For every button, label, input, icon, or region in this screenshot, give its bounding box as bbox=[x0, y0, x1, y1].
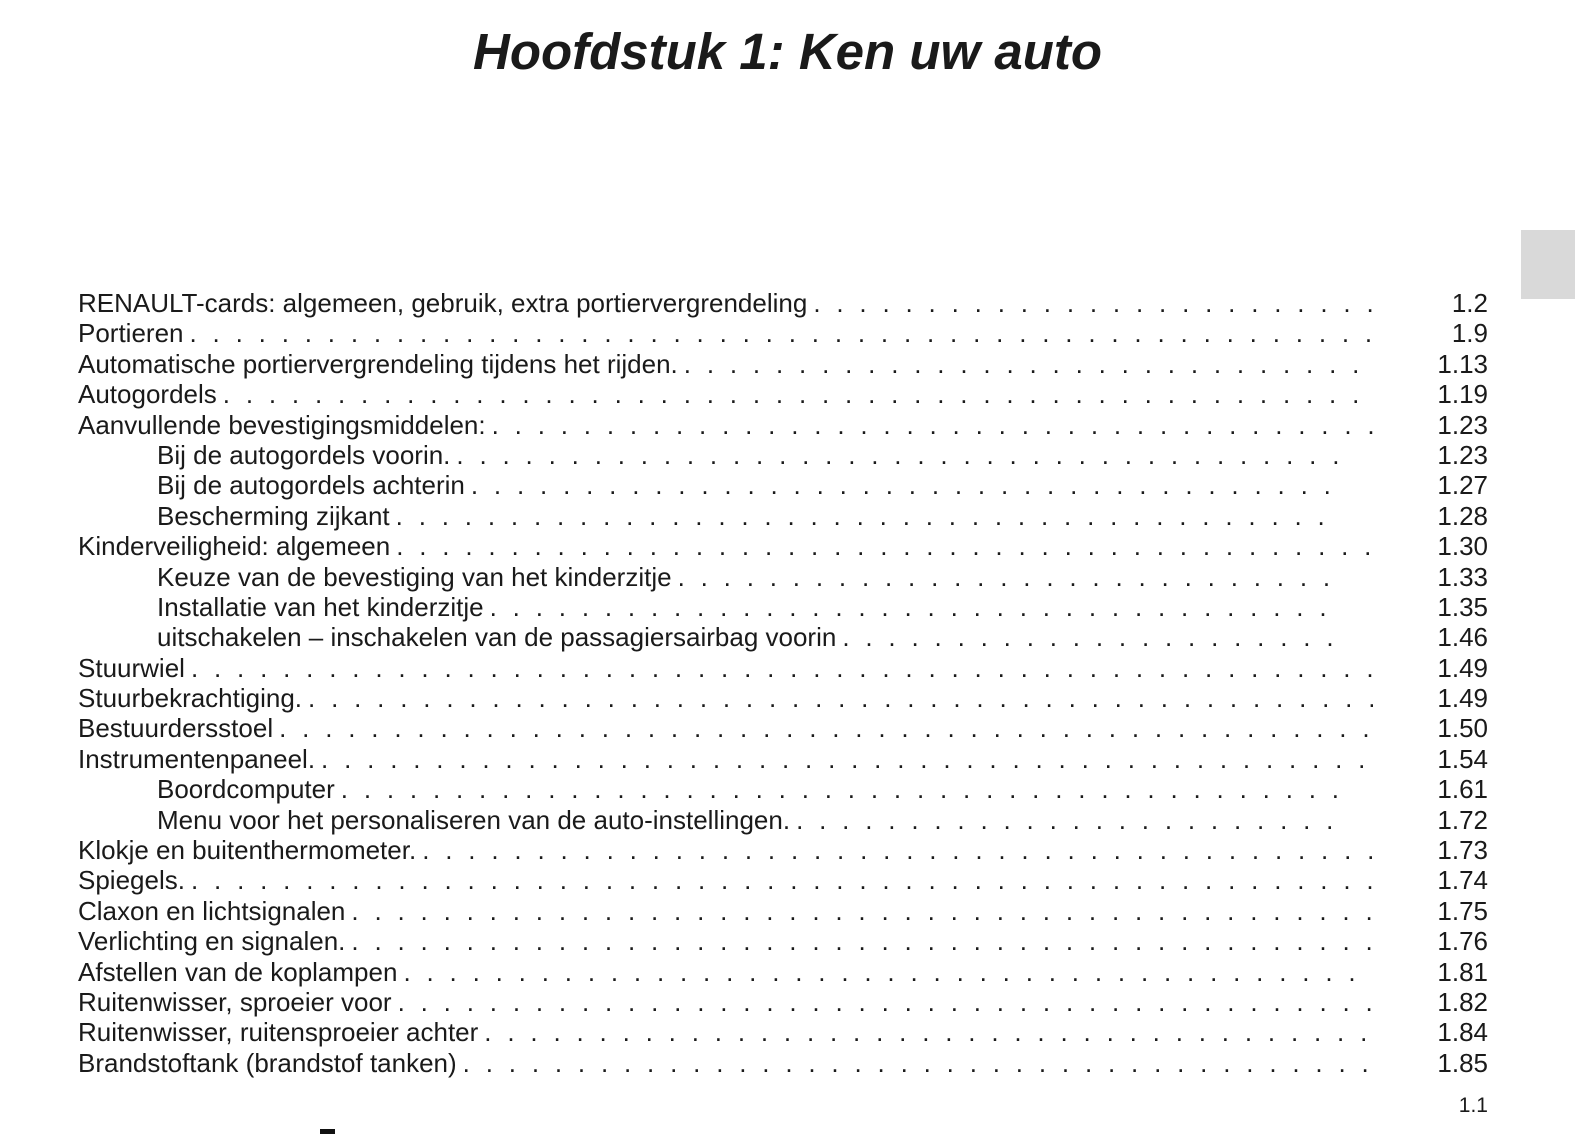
toc-entry-label: Installatie van het kinderzitje bbox=[157, 591, 484, 622]
toc-entry-label: Stuurwiel bbox=[78, 652, 185, 683]
toc-entry-label: Automatische portiervergrendeling tijdens het rijden. bbox=[78, 348, 678, 379]
dot-leader bbox=[279, 713, 1373, 743]
toc-entry-label: RENAULT-cards: algemeen, gebruik, extra portiervergrendeling bbox=[78, 288, 808, 318]
dot-leader bbox=[484, 1017, 1373, 1047]
dot-leader bbox=[678, 562, 1343, 592]
toc-entry-page: 1.75 bbox=[1437, 895, 1488, 926]
toc-entry-label: Autogordels bbox=[78, 379, 217, 410]
toc-entry[interactable] bbox=[78, 744, 1488, 774]
toc-entry-page: 1.35 bbox=[1437, 591, 1488, 622]
dot-leader bbox=[398, 987, 1373, 1017]
toc-entry-page: 1.49 bbox=[1437, 652, 1488, 683]
dot-leader bbox=[684, 349, 1373, 379]
toc-entry[interactable] bbox=[78, 410, 1488, 440]
toc-entry[interactable] bbox=[78, 896, 1488, 926]
toc-entry-page: 1.81 bbox=[1437, 956, 1488, 987]
dot-leader bbox=[223, 379, 1373, 409]
toc-entry-page: 1.49 bbox=[1437, 683, 1488, 714]
dot-leader bbox=[403, 957, 1373, 987]
toc-entry-label: Boordcomputer bbox=[157, 774, 335, 805]
toc-entry[interactable] bbox=[78, 805, 1488, 835]
toc-entry-page: 1.30 bbox=[1437, 531, 1488, 562]
toc-entry-label: Keuze van de bevestiging van het kinderzitje bbox=[157, 561, 672, 592]
dot-leader bbox=[191, 653, 1373, 683]
toc-entry[interactable] bbox=[78, 288, 1488, 318]
dot-leader bbox=[456, 440, 1343, 470]
toc-entry-label: Brandstoftank (brandstof tanken) bbox=[78, 1047, 457, 1078]
toc-entry-label: Bestuurdersstoel bbox=[78, 713, 274, 744]
toc-entry-label: uitschakelen – inschakelen van de passagiersairbag voorin bbox=[157, 622, 837, 653]
toc-entry-label: Stuurbekrachtiging. bbox=[78, 683, 303, 714]
toc-entry-label: Claxon en lichtsignalen bbox=[78, 895, 346, 926]
toc-entry-label: Portieren bbox=[78, 318, 184, 349]
toc-entry[interactable] bbox=[78, 926, 1488, 956]
toc-entry-page: 1.73 bbox=[1437, 835, 1488, 866]
toc-entry-page: 1.33 bbox=[1437, 561, 1488, 592]
toc-entry-page: 1.72 bbox=[1437, 804, 1488, 835]
dot-leader bbox=[422, 835, 1373, 865]
toc-entry[interactable] bbox=[78, 349, 1488, 379]
dot-leader bbox=[308, 683, 1373, 713]
toc-entry[interactable] bbox=[78, 713, 1488, 743]
dot-leader bbox=[796, 805, 1343, 835]
toc-entry[interactable] bbox=[78, 1048, 1488, 1078]
dot-leader bbox=[351, 896, 1373, 926]
dot-leader bbox=[191, 865, 1373, 895]
toc-entry-page: 1.13 bbox=[1437, 348, 1488, 379]
page-number: 1.1 bbox=[1458, 1094, 1488, 1117]
toc-entry-label: Spiegels. bbox=[78, 865, 185, 896]
dot-leader bbox=[842, 622, 1343, 652]
chapter-title: Hoofdstuk 1: Ken uw auto bbox=[473, 23, 1102, 80]
toc-entry[interactable] bbox=[78, 957, 1488, 987]
toc-entry[interactable] bbox=[78, 318, 1488, 348]
toc-entry[interactable] bbox=[78, 622, 1488, 652]
toc-entry-label: Bescherming zijkant bbox=[157, 500, 390, 531]
toc-entry-label: Instrumentenpaneel. bbox=[78, 743, 316, 774]
toc-entry[interactable] bbox=[78, 440, 1488, 470]
toc-entry-page: 1.23 bbox=[1437, 439, 1488, 470]
toc-entry[interactable] bbox=[78, 774, 1488, 804]
toc-entry-page: 1.2 bbox=[1451, 288, 1488, 318]
toc-entry-label: Ruitenwisser, ruitensproeier achter bbox=[78, 1017, 479, 1048]
toc-entry[interactable] bbox=[78, 987, 1488, 1017]
table-of-contents bbox=[78, 288, 1488, 1078]
toc-entry[interactable] bbox=[78, 531, 1488, 561]
toc-entry[interactable] bbox=[78, 592, 1488, 622]
dot-leader bbox=[471, 470, 1343, 500]
toc-entry-page: 1.46 bbox=[1437, 622, 1488, 653]
dot-leader bbox=[341, 774, 1343, 804]
toc-entry[interactable] bbox=[78, 653, 1488, 683]
toc-entry-label: Ruitenwisser, sproeier voor bbox=[78, 986, 392, 1017]
toc-entry-label: Afstellen van de koplampen bbox=[78, 956, 398, 987]
toc-entry-page: 1.82 bbox=[1437, 986, 1488, 1017]
dot-leader bbox=[813, 288, 1373, 318]
dot-leader bbox=[396, 531, 1373, 561]
toc-entry-label: Bij de autogordels achterin bbox=[157, 470, 465, 501]
dot-leader bbox=[492, 410, 1373, 440]
toc-entry[interactable] bbox=[78, 835, 1488, 865]
toc-entry-page: 1.84 bbox=[1437, 1017, 1488, 1048]
dot-leader bbox=[190, 318, 1374, 348]
toc-entry-page: 1.61 bbox=[1437, 774, 1488, 805]
toc-entry-label: Klokje en buitenthermometer. bbox=[78, 835, 417, 866]
dot-leader bbox=[463, 1048, 1373, 1078]
toc-entry-page: 1.28 bbox=[1437, 500, 1488, 531]
toc-entry-page: 1.23 bbox=[1437, 409, 1488, 440]
toc-entry-page: 1.27 bbox=[1437, 470, 1488, 501]
toc-entry[interactable] bbox=[78, 470, 1488, 500]
dot-leader bbox=[321, 744, 1373, 774]
toc-entry[interactable] bbox=[78, 501, 1488, 531]
dot-leader bbox=[490, 592, 1343, 622]
toc-entry[interactable] bbox=[78, 1017, 1488, 1047]
toc-entry-label: Aanvullende bevestigingsmiddelen: bbox=[78, 409, 486, 440]
toc-entry-label: Bij de autogordels voorin. bbox=[157, 439, 451, 470]
dot-leader bbox=[396, 501, 1343, 531]
toc-entry[interactable] bbox=[78, 562, 1488, 592]
toc-entry-label: Kinderveiligheid: algemeen bbox=[78, 531, 391, 562]
crop-mark bbox=[320, 1129, 335, 1134]
toc-entry-page: 1.54 bbox=[1437, 743, 1488, 774]
toc-entry[interactable] bbox=[78, 865, 1488, 895]
toc-entry-page: 1.9 bbox=[1451, 318, 1488, 349]
toc-entry-page: 1.74 bbox=[1437, 865, 1488, 896]
toc-entry-page: 1.85 bbox=[1437, 1047, 1488, 1078]
dot-leader bbox=[351, 926, 1373, 956]
toc-entry-label: Menu voor het personaliseren van de auto-instellingen. bbox=[157, 804, 791, 835]
toc-entry-page: 1.19 bbox=[1437, 379, 1488, 410]
chapter-side-tab bbox=[1521, 230, 1575, 299]
toc-entry[interactable] bbox=[78, 683, 1488, 713]
toc-entry[interactable] bbox=[78, 379, 1488, 409]
toc-entry-label: Verlichting en signalen. bbox=[78, 926, 346, 957]
toc-entry-page: 1.76 bbox=[1437, 926, 1488, 957]
toc-entry-page: 1.50 bbox=[1437, 713, 1488, 744]
